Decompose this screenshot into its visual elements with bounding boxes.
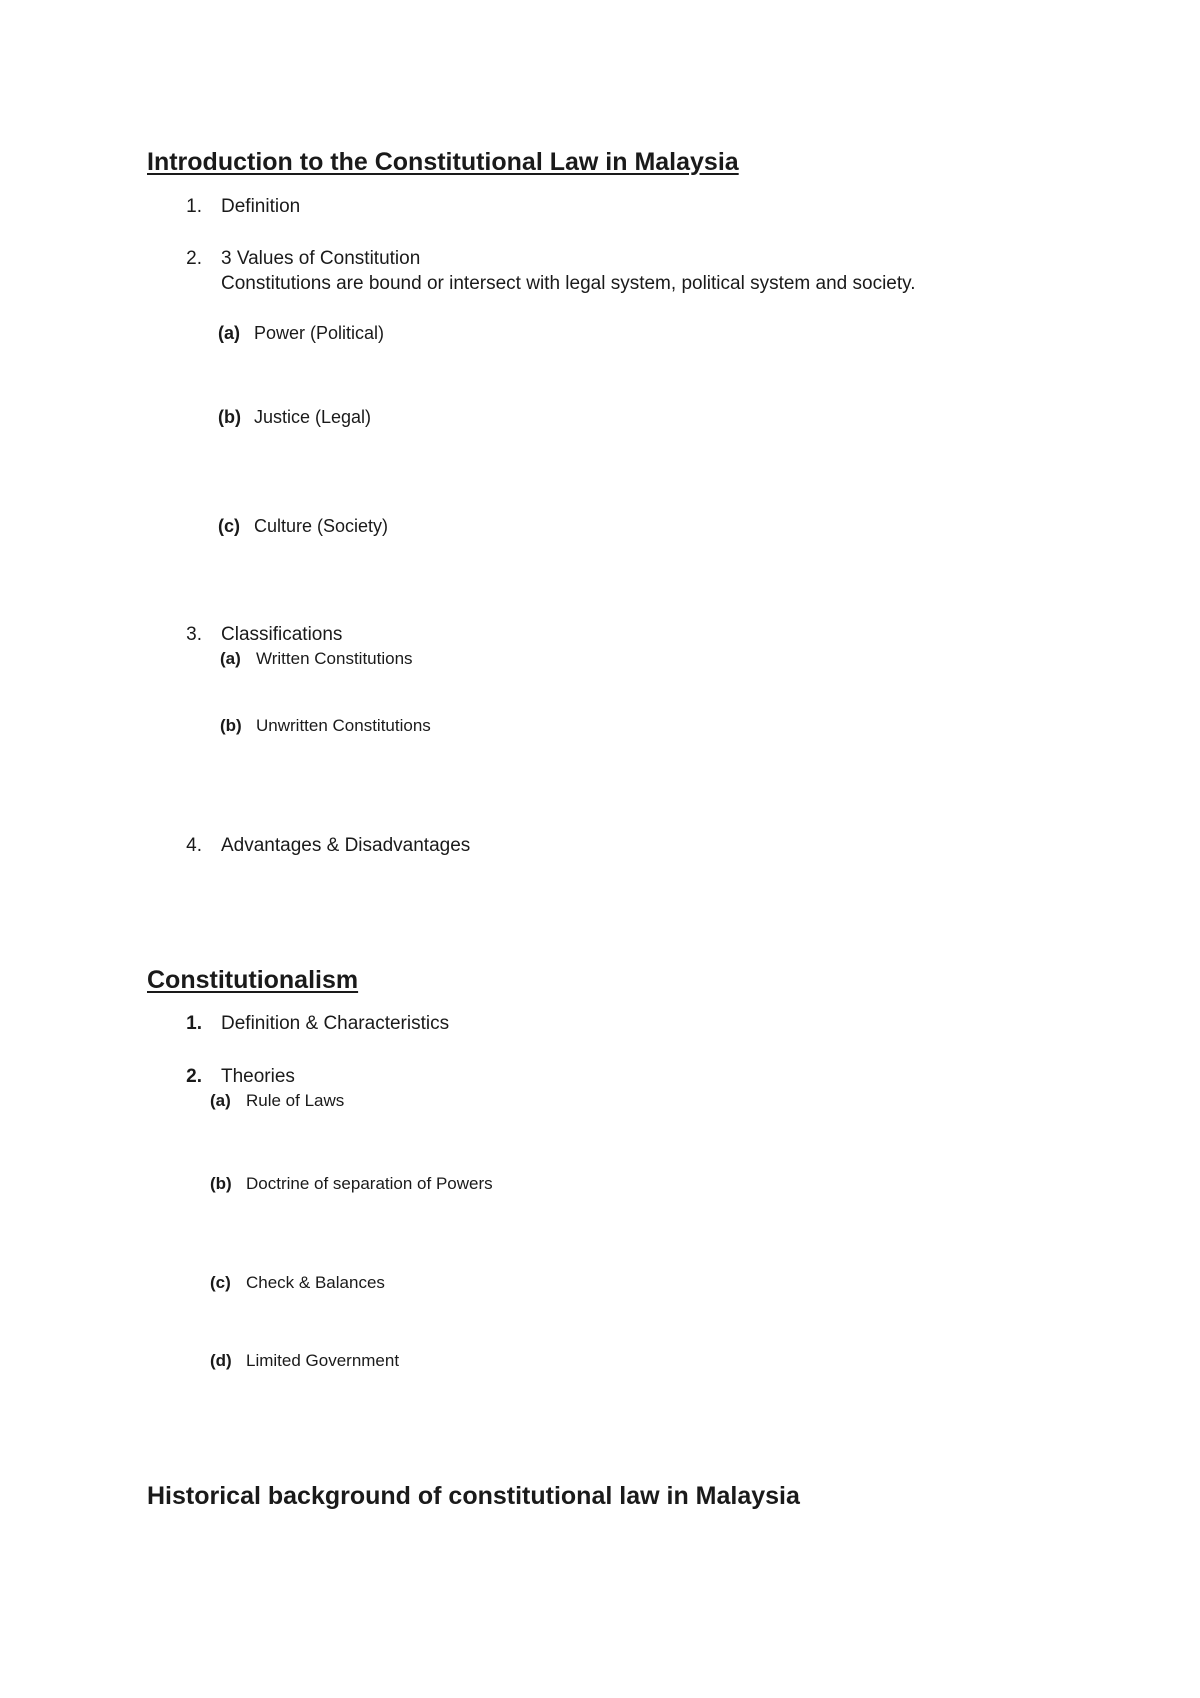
sub-item-separation-of-powers: Doctrine of separation of Powers — [246, 1174, 493, 1193]
sub-item-written: Written Constitutions — [256, 649, 413, 668]
list-number: 4. — [186, 835, 202, 856]
sub-item-power: Power (Political) — [254, 323, 385, 343]
list-item-definition: Definition — [221, 196, 301, 217]
list-number: 1. — [186, 1013, 202, 1034]
sub-item-justice: Justice (Legal) — [254, 407, 372, 427]
sub-label: (c) — [218, 516, 240, 536]
values-note: Constitutions are bound or intersect with legal system, political system and society. — [221, 273, 916, 294]
list-number: 3. — [186, 624, 202, 645]
sub-label: (b) — [210, 1174, 232, 1193]
sub-item-unwritten: Unwritten Constitutions — [256, 716, 431, 735]
section-heading-constitutionalism: Constitutionalism — [147, 966, 359, 994]
sub-label: (b) — [218, 407, 241, 427]
sub-label: (a) — [210, 1091, 231, 1110]
list-item-advantages: Advantages & Disadvantages — [221, 835, 471, 856]
sub-item-rule-of-laws: Rule of Laws — [246, 1091, 345, 1110]
list-item-theories: Theories — [221, 1066, 295, 1087]
section-heading-historical: Historical background of constitutional law in Malaysia — [147, 1482, 800, 1510]
list-item-definition-characteristics: Definition & Characteristics — [221, 1013, 450, 1034]
list-item-values: 3 Values of Constitution — [221, 248, 421, 269]
list-number: 2. — [186, 248, 202, 269]
section-heading-intro: Introduction to the Constitutional Law in Malaysia — [147, 148, 739, 176]
list-number: 1. — [186, 196, 202, 217]
sub-label: (d) — [210, 1351, 232, 1370]
sub-label: (a) — [218, 323, 240, 343]
sub-label: (c) — [210, 1273, 231, 1292]
list-number: 2. — [186, 1066, 202, 1087]
sub-item-culture: Culture (Society) — [254, 516, 389, 536]
sub-label: (b) — [220, 716, 242, 735]
sub-label: (a) — [220, 649, 241, 668]
sub-item-check-balances: Check & Balances — [246, 1273, 385, 1292]
list-item-classifications: Classifications — [221, 624, 343, 645]
sub-item-limited-government: Limited Government — [246, 1351, 400, 1370]
